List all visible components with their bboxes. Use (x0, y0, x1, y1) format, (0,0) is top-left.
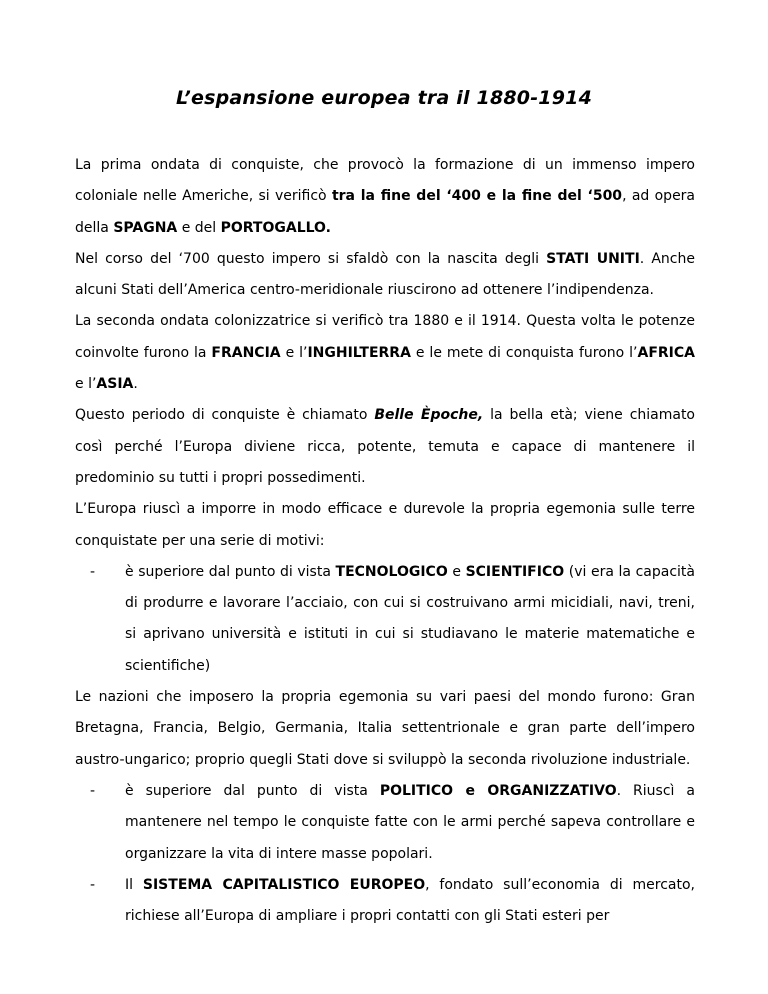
text-run: . Anche alcuni Stati dell’America centro-meridionale riuscirono ad ottenere l’indipendenza. (75, 250, 695, 299)
list-item-political (75, 776, 695, 870)
bold-scientific: SCIENTIFICO (465, 563, 565, 580)
bold-political-organizational: POLITICO e ORGANIZZATIVO (379, 782, 617, 799)
bold-technological: TECNOLOGICO (335, 563, 448, 580)
text-run: è superiore dal punto di vista (125, 563, 336, 580)
motives-list-1 (75, 557, 695, 682)
text-run: . Riuscì a mantenere nel tempo le conquiste fatte con le armi perché sapeva controllare e organizzare la vita di intere masse popolari. (125, 782, 695, 862)
text-run: la bella età; viene chiamato così perché l’Europa diviene ricca, potente, temuta e capace di mantenere il predominio su tutti i propri possedimenti. (75, 407, 696, 486)
motives-list-2 (75, 776, 695, 932)
text-run: . (133, 376, 138, 393)
paragraph-nations: Le nazioni che imposero la propria egemonia su vari paesi del mondo furono: Gran Bretagna, Francia, Belgio, Germania, Italia settentrionale e gran parte dell’impero austro-ungarico; proprio quegli Stati dove si sviluppò la seconda rivoluzione industriale. (75, 689, 695, 768)
text-run: è superiore dal punto di vista (125, 782, 380, 799)
paragraph-motives-intro: L’Europa riuscì a imporre in modo efficace e durevole la propria egemonia sulle terre conquistate per una serie di motivi: (75, 501, 695, 549)
list-item-technology (75, 557, 695, 682)
text-run: Questo periodo di conquiste è chiamato (75, 407, 375, 424)
paragraph-second-wave (75, 306, 695, 400)
document-title: L’espansione europea tra il 1880-1914 (176, 87, 592, 109)
paragraph-united-states (75, 244, 695, 307)
text-run: , fondato sull’economia di mercato, richiese all’Europa di ampliare i propri contatti con gli Stati esteri per (125, 876, 696, 925)
list-item-capitalism (75, 870, 695, 933)
bold-spain: SPAGNA (113, 219, 178, 236)
bold-africa: AFRICA (637, 344, 695, 361)
text-run: e del (177, 219, 221, 236)
text-run: Il (125, 876, 143, 893)
bold-period: tra la fine del ‘400 e la fine del ‘500 (331, 188, 623, 205)
bold-capitalist-system: SISTEMA CAPITALISTICO EUROPEO (142, 876, 426, 893)
text-run: e (447, 563, 466, 580)
bold-italic-belle-epoque: Belle Èpoche, (374, 407, 484, 424)
bold-france: FRANCIA (211, 344, 281, 361)
bold-united-states: STATI UNITI (546, 250, 640, 267)
document-body (75, 150, 695, 932)
paragraph-first-wave (75, 150, 695, 244)
text-run: Nel corso del ‘700 questo impero si sfaldò con la nascita degli (75, 250, 547, 267)
paragraph-belle-epoque (75, 400, 695, 494)
text-run: e l’ (75, 376, 97, 393)
text-run: (vi era la capacità di produrre e lavorare l’acciaio, con cui si costruivano armi micidiali, navi, treni, si aprivano università e istituti in cui si studiavano le materie matematiche e scientifiche) (125, 563, 695, 674)
text-run: e le mete di conquista furono l’ (410, 344, 638, 361)
text-run: , ad opera della (75, 188, 696, 236)
bold-england: INGHILTERRA (307, 344, 411, 361)
text-run: La seconda ondata colonizzatrice si verificò tra 1880 e il 1914. Questa volta le potenze coinvolte furono la (75, 313, 695, 361)
text-run: La prima ondata di conquiste, che provocò la formazione di un immenso impero coloniale nelle Americhe, si verificò (75, 157, 695, 205)
bold-portugal: PORTOGALLO. (220, 219, 331, 236)
bold-asia: ASIA (96, 376, 134, 393)
text-run: e l’ (280, 344, 308, 361)
